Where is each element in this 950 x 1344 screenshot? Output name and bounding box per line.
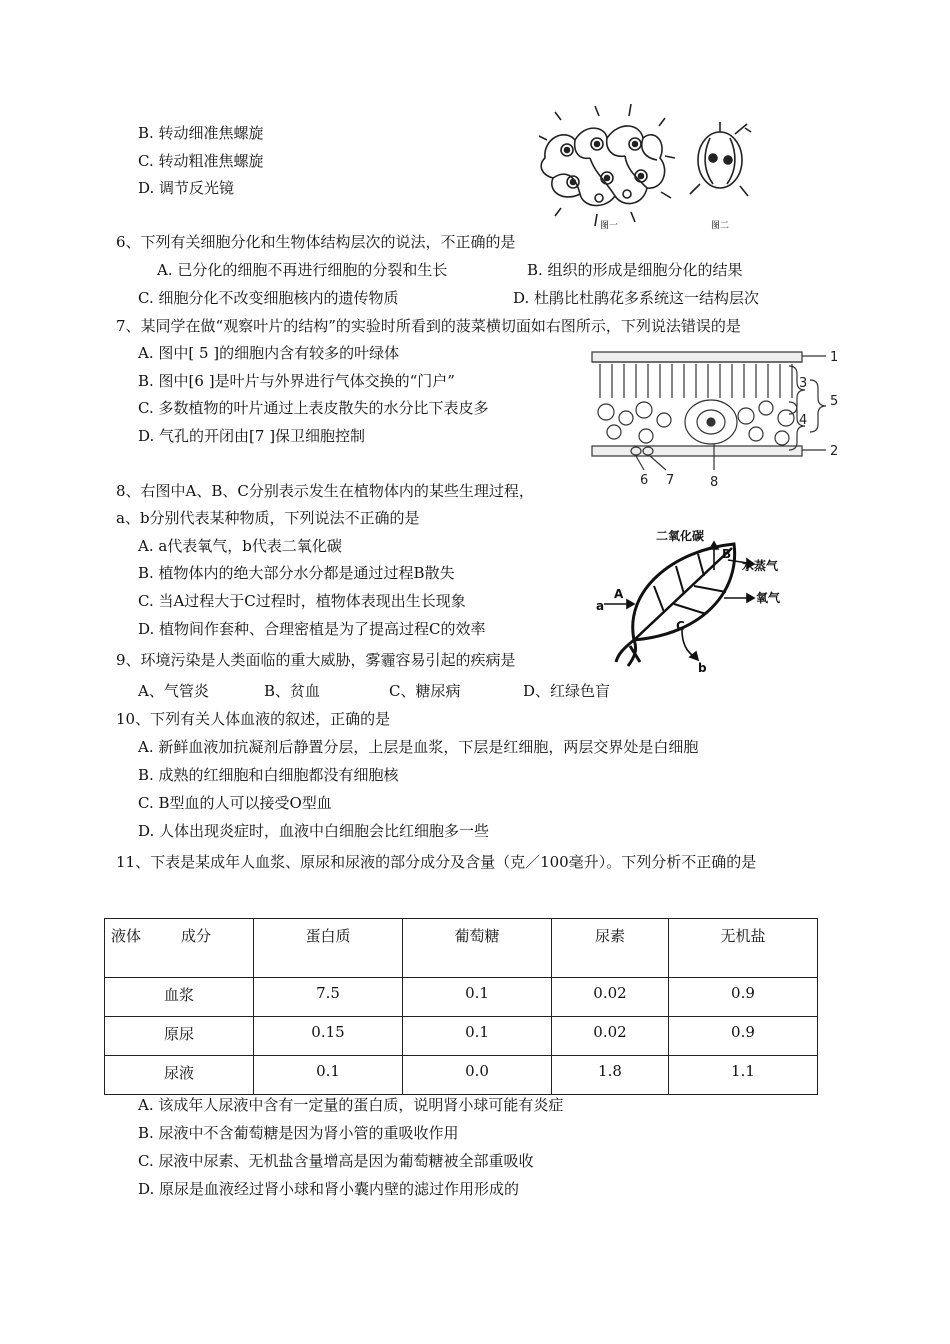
q5-option-c: C. 转动粗准焦螺旋 bbox=[138, 152, 264, 170]
leaf-label-2: 2 bbox=[830, 444, 839, 459]
table-cell: 0.9 bbox=[668, 978, 817, 1017]
q9-option-a: A、气管炎 bbox=[138, 682, 209, 700]
cells-figure bbox=[535, 98, 765, 234]
leaf-cross-section-figure bbox=[586, 346, 846, 492]
q5-option-d: D. 调节反光镜 bbox=[138, 179, 235, 197]
q11-option-c: C. 尿液中尿素、无机盐含量增高是因为葡萄糖被全部重吸收 bbox=[138, 1152, 534, 1170]
plant-label-process-c: C bbox=[676, 619, 685, 633]
q5-option-b: B. 转动细准焦螺旋 bbox=[138, 124, 264, 142]
q9-option-b: B、贫血 bbox=[264, 682, 321, 700]
table-cell: 0.1 bbox=[403, 1017, 552, 1056]
q7-option-a: A. 图中[ 5 ]的细胞内含有较多的叶绿体 bbox=[138, 344, 400, 362]
q7-stem: 7、某同学在做“观察叶片的结构”的实验时所看到的菠菜横切面如右图所示，下列说法错误的是 bbox=[116, 317, 741, 335]
cells-figure-two bbox=[690, 122, 751, 196]
palisade-layer bbox=[600, 364, 792, 398]
table-cell: 0.15 bbox=[254, 1017, 403, 1056]
table-cell: 0.0 bbox=[403, 1056, 552, 1095]
table-row-name: 尿液 bbox=[105, 1056, 254, 1095]
q9-stem: 9、环境污染是人类面临的重大威胁，雾霾容易引起的疾病是 bbox=[116, 651, 516, 669]
plant-label-water-vapor: 水蒸气 bbox=[742, 559, 779, 573]
q10-stem: 10、下列有关人体血液的叙述，正确的是 bbox=[116, 710, 391, 728]
q6-option-a: A. 已分化的细胞不再进行细胞的分裂和生长 bbox=[157, 261, 448, 279]
q7-option-c: C. 多数植物的叶片通过上表皮散失的水分比下表皮多 bbox=[138, 399, 489, 417]
leaf-label-3: 3 bbox=[799, 376, 808, 391]
plant-process-figure bbox=[594, 530, 794, 676]
table-cell: 0.9 bbox=[668, 1017, 817, 1056]
q11-option-b: B. 尿液中不含葡萄糖是因为肾小管的重吸收作用 bbox=[138, 1124, 459, 1142]
leaf-label-4: 4 bbox=[799, 413, 808, 428]
table-corner-component: 成分 bbox=[181, 927, 212, 945]
table-corner-liquid: 液体 bbox=[111, 927, 142, 945]
table-cell: 0.1 bbox=[403, 978, 552, 1017]
q8-option-d: D. 植物间作套种、合理密植是为了提高过程C的效率 bbox=[138, 620, 486, 638]
table-header-row bbox=[105, 919, 818, 978]
leaf-label-7: 7 bbox=[666, 473, 675, 488]
table-corner-cell bbox=[105, 919, 254, 978]
leaf-label-8: 8 bbox=[710, 475, 719, 490]
plant-label-process-a: A bbox=[614, 587, 624, 601]
q6-option-d: D. 杜鹃比杜鹃花多系统这一结构层次 bbox=[513, 289, 760, 307]
q11-stem: 11、下表是某成年人血浆、原尿和尿液的部分成分及含量（克／100毫升）。下列分析不正确的是 bbox=[116, 853, 757, 871]
table-cell: 1.8 bbox=[552, 1056, 669, 1095]
q8-option-c: C. 当A过程大于C过程时，植物体表现出生长现象 bbox=[138, 592, 466, 610]
table-cell: 0.02 bbox=[552, 978, 669, 1017]
plant-label-b: B bbox=[722, 547, 732, 561]
q8-option-b: B. 植物体内的绝大部分水分都是通过过程B散失 bbox=[138, 564, 455, 582]
q6-option-b: B. 组织的形成是细胞分化的结果 bbox=[527, 261, 743, 279]
table-col-inorganic-salt: 无机盐 bbox=[668, 919, 817, 978]
q11-option-d: D. 原尿是血液经过肾小球和肾小囊内壁的滤过作用形成的 bbox=[138, 1180, 520, 1198]
table-cell: 7.5 bbox=[254, 978, 403, 1017]
vein bbox=[685, 400, 737, 444]
table-row bbox=[105, 1056, 818, 1095]
q6-option-c: C. 细胞分化不改变细胞核内的遗传物质 bbox=[138, 289, 399, 307]
q10-option-c: C. B型血的人可以接受O型血 bbox=[138, 794, 332, 812]
table-cell: 0.1 bbox=[254, 1056, 403, 1095]
cells-figure-label-two: 图二 bbox=[710, 221, 730, 231]
q7-option-b: B. 图中[6 ]是叶片与外界进行气体交换的“门户” bbox=[138, 372, 455, 390]
plant-label-oxygen: 氧气 bbox=[756, 591, 781, 605]
q8-stem-line-1: 8、右图中A、B、C分别表示发生在植物体内的某些生理过程， bbox=[116, 482, 534, 500]
spongy-layer bbox=[598, 401, 794, 445]
q9-option-c: C、糖尿病 bbox=[389, 682, 461, 700]
q10-option-b: B. 成熟的红细胞和白细胞都没有细胞核 bbox=[138, 766, 399, 784]
table-row-name: 血浆 bbox=[105, 978, 254, 1017]
q6-stem: 6、下列有关细胞分化和生物体结构层次的说法，不正确的是 bbox=[116, 233, 516, 251]
cells-figure-label-one: 图一 bbox=[599, 221, 619, 231]
leaf-label-6: 6 bbox=[640, 473, 649, 488]
q8-stem-line-2: a、b分别代表某种物质，下列说法不正确的是 bbox=[116, 509, 420, 527]
table-row bbox=[105, 1017, 818, 1056]
table-col-protein: 蛋白质 bbox=[254, 919, 403, 978]
q9-option-d: D、红绿色盲 bbox=[523, 682, 611, 700]
q7-option-d: D. 气孔的开闭由[7 ]保卫细胞控制 bbox=[138, 427, 366, 445]
table-row-name: 原尿 bbox=[105, 1017, 254, 1056]
plant-label-b-lower: b bbox=[698, 661, 707, 675]
table-cell: 1.1 bbox=[668, 1056, 817, 1095]
plant-label-co2: 二氧化碳 bbox=[656, 530, 705, 543]
plant-label-a: a bbox=[596, 599, 605, 613]
urine-composition-table bbox=[104, 918, 818, 1095]
q11-option-a: A. 该成年人尿液中含有一定量的蛋白质，说明肾小球可能有炎症 bbox=[138, 1096, 564, 1114]
cells-figure-one bbox=[539, 104, 675, 226]
q10-option-d: D. 人体出现炎症时，血液中白细胞会比红细胞多一些 bbox=[138, 822, 490, 840]
leaf-label-5: 5 bbox=[830, 394, 839, 409]
q10-option-a: A. 新鲜血液加抗凝剂后静置分层，上层是血浆，下层是红细胞，两层交界处是白细胞 bbox=[138, 738, 699, 756]
table-cell: 0.02 bbox=[552, 1017, 669, 1056]
leaf-label-1: 1 bbox=[830, 350, 839, 365]
q8-option-a: A. a代表氧气，b代表二氧化碳 bbox=[138, 537, 342, 555]
table-col-glucose: 葡萄糖 bbox=[403, 919, 552, 978]
table-col-urea: 尿素 bbox=[552, 919, 669, 978]
table-row bbox=[105, 978, 818, 1017]
